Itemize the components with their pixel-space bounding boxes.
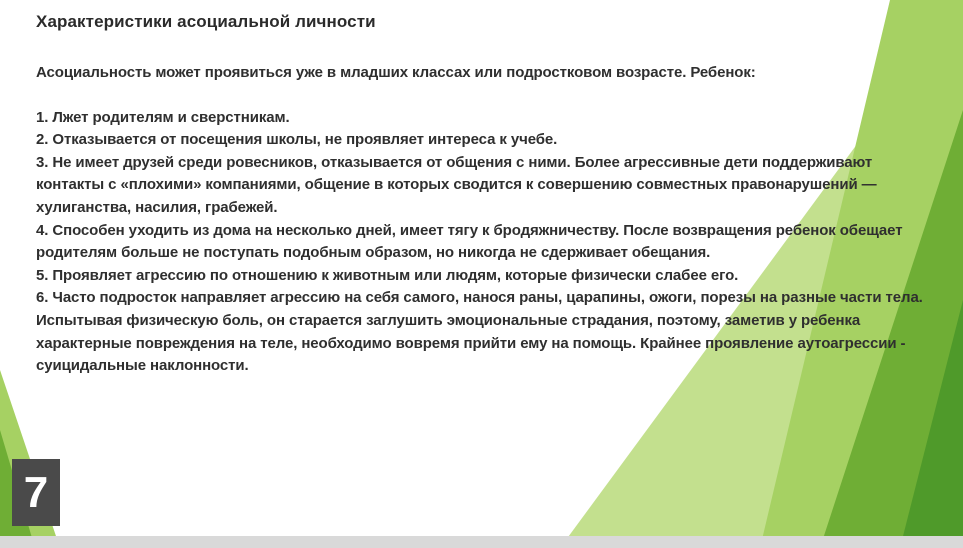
slide-number-badge (12, 459, 60, 526)
list-item: 4. Способен уходить из дома на несколько дней, имеет тягу к бродяжничеству. После возвращения ребенок обещает родителям больше не поступать подобным образом, но никогда не сдерживает обещания. (36, 221, 903, 262)
slide-number: 7 (23, 467, 49, 517)
list-item: 1. Лжет родителям и сверстникам. (36, 108, 290, 126)
intro-text: Асоциальность может проявиться уже в младших классах или подростковом возрасте. Ребенок: (36, 64, 756, 81)
bottom-bar (0, 536, 963, 548)
list-item: 3. Не имеет друзей среди ровесников, отказывается от общения с ними. Более агрессивные дети поддерживают контакты с «плохими» компаниями, общение в которых сводится к совершению совместных правонарушений — хулиганства, насилия, грабежей. (36, 153, 877, 216)
list-item: 2. Отказывается от посещения школы, не проявляет интереса к учебе. (36, 131, 558, 149)
slide-title: Характеристики асоциальной личности (36, 12, 376, 31)
slide-body (36, 62, 941, 378)
list-item: 6. Часто подросток направляет агрессию на себя самого, нанося раны, царапины, ожоги, порезы на разные части тела. Испытывая физическую боль, он старается заглушить эмоциональные страдания, поэтому, заметив у ребенка характерные повреждения на теле, необходимо вовремя прийти ему на помощь. Крайнее проявление аутоагрессии - суицидальные наклонности. (36, 289, 923, 375)
list-item: 5. Проявляет агрессию по отношению к животным или людям, которые физически слабее его. (36, 266, 739, 284)
